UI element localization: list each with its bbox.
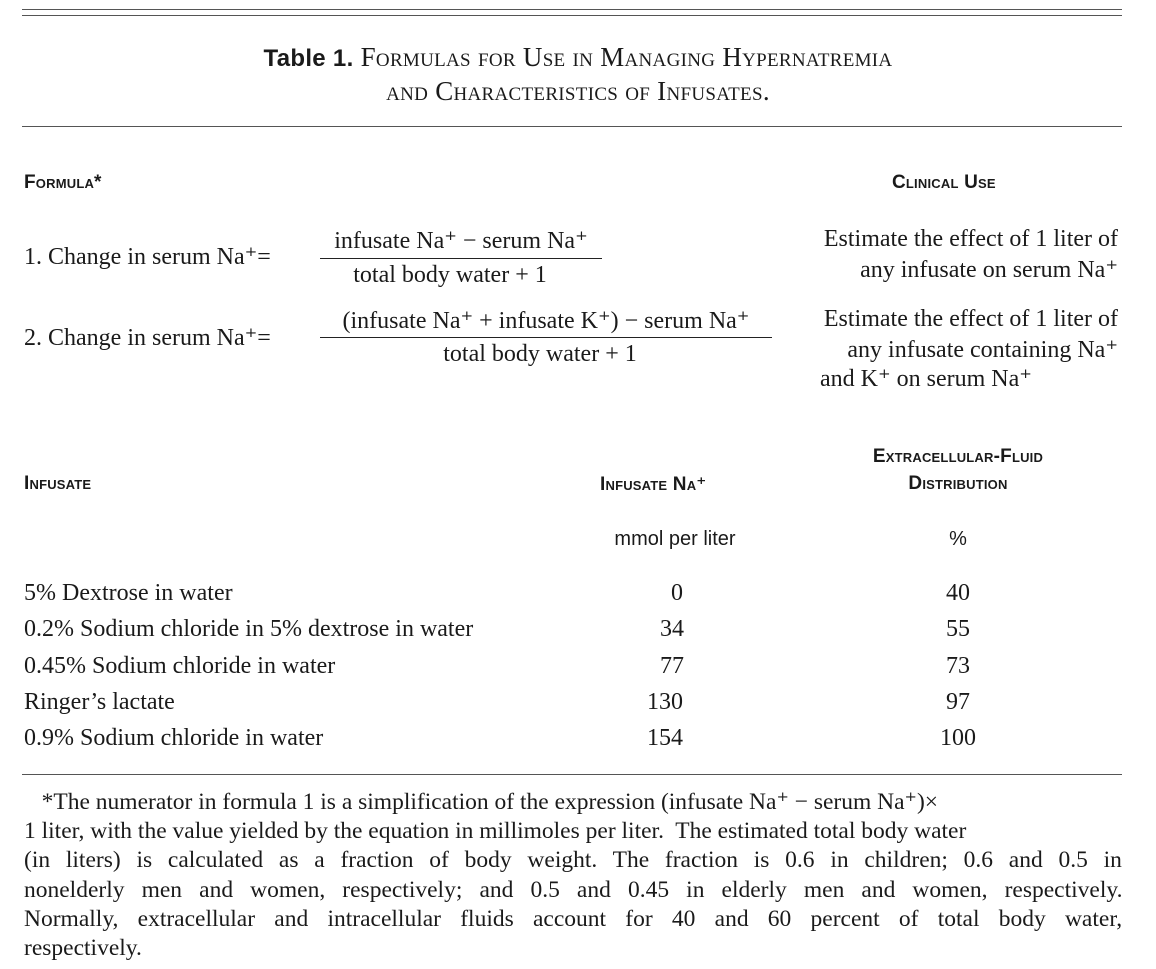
formula-2-fraction-bar (320, 337, 772, 338)
title-bottom-rule (22, 126, 1122, 127)
ecf-distribution-unit: % (949, 528, 967, 550)
table-bottom-rule (22, 774, 1122, 775)
table-row-ecf: 73 (946, 653, 970, 679)
formula-1-numerator: infusate Na⁺ − serum Na⁺ (334, 228, 588, 254)
table-row-name: 0.2% Sodium chloride in 5% dextrose in water (24, 616, 474, 642)
table-row-na: 154 (647, 725, 683, 751)
footnote-line: (in liters) is calculated as a fraction of body weight. The fraction is 0.6 in children; 0.6 and 0.5 in (24, 847, 1122, 874)
formula-2-denominator: total body water + 1 (443, 341, 637, 367)
table-row-name: 0.9% Sodium chloride in water (24, 725, 324, 751)
table-row-name: Ringer’s lactate (24, 689, 175, 715)
table-title-text: Formulas for Use in Managing Hypernatremia (360, 42, 893, 72)
formula-1-use-line-2: any infusate on serum Na⁺ (860, 257, 1118, 283)
footnote-line: Normally, extracellular and intracellular fluids account for 40 and 60 percent of total body water, (24, 905, 1123, 932)
top-rule-2 (22, 15, 1122, 16)
table-row-na: 34 (660, 616, 684, 642)
footnote (24, 788, 1122, 963)
table-row-na: 77 (660, 653, 684, 679)
formula-1-fraction-bar (320, 258, 602, 259)
table-row-ecf: 97 (946, 689, 970, 715)
formula-2-numerator: (infusate Na⁺ + infusate K⁺) − serum Na⁺ (342, 308, 750, 334)
infusate-column-header: Infusate (24, 473, 92, 494)
table-row-na: 130 (647, 689, 683, 715)
table-row-ecf: 100 (940, 725, 976, 751)
table-row-name: 5% Dextrose in water (24, 580, 233, 606)
table-label: Table 1. (263, 45, 354, 72)
table-row-name: 0.45% Sodium chloride in water (24, 653, 336, 679)
table-title-line-2: and Characteristics of Infusates. (386, 76, 770, 106)
infusate-na-column-header: Infusate Na⁺ (600, 474, 707, 495)
formula-1-denominator: total body water + 1 (353, 262, 547, 288)
footnote-line: nonelderly men and women, respectively; and 0.5 and 0.45 in elderly men and women, respectively. (24, 876, 1123, 903)
infusate-na-unit: mmol per liter (614, 528, 736, 550)
formula-2-lhs: 2. Change in serum Na⁺= (24, 325, 271, 351)
footnote-line: *The numerator in formula 1 is a simplification of the expression (infusate Na⁺ − serum Na⁺)× (24, 789, 939, 815)
ecf-distribution-header-line-1: Extracellular-Fluid (872, 446, 1044, 467)
formula-1-use-line-1: Estimate the effect of 1 liter of (823, 226, 1118, 252)
formula-2-use-line-2: any infusate containing Na⁺ (847, 337, 1118, 363)
table-row-ecf: 40 (946, 580, 970, 606)
formula-2-use-line-1: Estimate the effect of 1 liter of (823, 306, 1118, 332)
formula-column-header: Formula* (24, 172, 102, 193)
table-row-ecf: 55 (946, 616, 970, 642)
formula-1-lhs: 1. Change in serum Na⁺= (24, 244, 271, 270)
clinical-use-column-header: Clinical Use (892, 172, 996, 193)
formula-2-use-line-3: and K⁺ on serum Na⁺ (820, 366, 1032, 392)
table-title-line-1 (0, 40, 1156, 76)
footnote-line: respectively. (24, 935, 142, 962)
ecf-distribution-header-line-2: Distribution (908, 473, 1008, 494)
table-row-na: 0 (671, 580, 683, 606)
top-rule-1 (22, 9, 1122, 10)
footnote-line: 1 liter, with the value yielded by the equation in millimoles per liter. The estimated total body water (24, 818, 967, 845)
